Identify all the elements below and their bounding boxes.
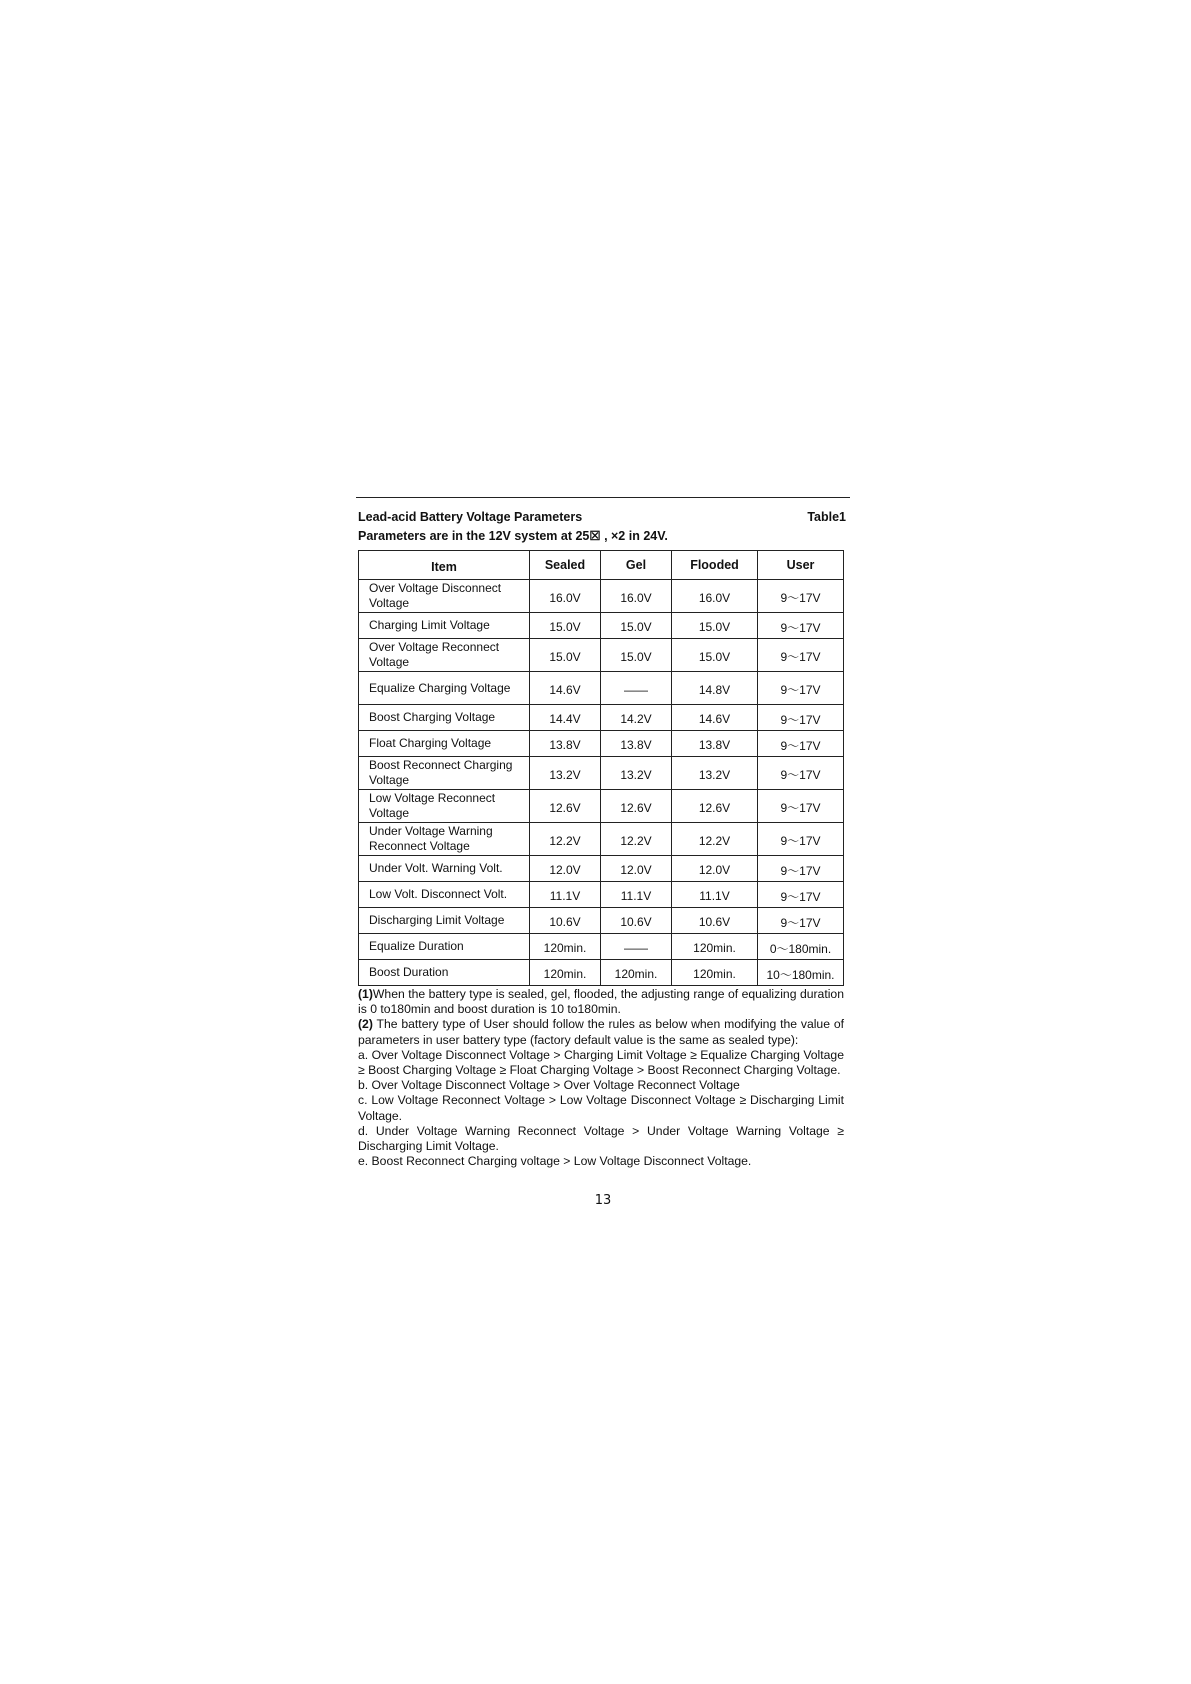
row-sealed-cell: 13.8V	[530, 731, 601, 757]
row-flooded-cell: 12.6V	[672, 790, 758, 823]
row-gel-cell: 13.8V	[601, 731, 672, 757]
row-item-cell: Equalize Charging Voltage	[359, 672, 530, 705]
row-item-cell: Under Voltage Warning Reconnect Voltage	[359, 823, 530, 856]
row-user-cell: 9〜17V	[758, 705, 844, 731]
row-sealed-cell: 120min.	[530, 934, 601, 960]
row-gel-cell: 14.2V	[601, 705, 672, 731]
table-body	[359, 580, 844, 986]
note-1-number: (1)	[358, 987, 373, 1001]
table-row	[359, 731, 844, 757]
row-item-cell: Float Charging Voltage	[359, 731, 530, 757]
row-user-cell: 9〜17V	[758, 790, 844, 823]
row-sealed-cell: 10.6V	[530, 908, 601, 934]
table-row	[359, 580, 844, 613]
row-item-cell: Over Voltage Disconnect Voltage	[359, 580, 530, 613]
rule-d: d. Under Voltage Warning Reconnect Voltage > Under Voltage Warning Voltage ≥ Discharging Limit Voltage.	[358, 1123, 844, 1154]
row-user-cell: 0〜180min.	[758, 934, 844, 960]
row-user-cell: 9〜17V	[758, 882, 844, 908]
voltage-parameters-table	[358, 550, 844, 986]
row-flooded-cell: 15.0V	[672, 613, 758, 639]
row-user-cell: 9〜17V	[758, 823, 844, 856]
row-gel-cell: 15.0V	[601, 613, 672, 639]
row-flooded-cell: 14.8V	[672, 672, 758, 705]
row-sealed-cell: 13.2V	[530, 757, 601, 790]
row-sealed-cell: 120min.	[530, 960, 601, 986]
row-gel-cell: ——	[601, 672, 672, 705]
page-number: 13	[594, 1193, 612, 1208]
row-gel-cell: 15.0V	[601, 639, 672, 672]
document-page	[356, 497, 850, 1208]
row-item-cell: Discharging Limit Voltage	[359, 908, 530, 934]
column-header-item: Item	[359, 551, 530, 580]
row-sealed-cell: 12.2V	[530, 823, 601, 856]
column-header-gel: Gel	[601, 551, 672, 580]
row-user-cell: 9〜17V	[758, 639, 844, 672]
row-item-cell: Equalize Duration	[359, 934, 530, 960]
row-user-cell: 9〜17V	[758, 672, 844, 705]
table-row	[359, 856, 844, 882]
table-label: Table1	[807, 510, 846, 524]
row-flooded-cell: 14.6V	[672, 705, 758, 731]
table-title-row	[356, 508, 850, 526]
rule-a: a. Over Voltage Disconnect Voltage > Charging Limit Voltage ≥ Equalize Charging Voltage ≥ Boost Charging Voltage ≥ Float Charging Voltage > Boost Reconnect Charging Voltage.	[358, 1047, 844, 1078]
row-item-cell: Boost Duration	[359, 960, 530, 986]
table-row	[359, 757, 844, 790]
row-flooded-cell: 15.0V	[672, 639, 758, 672]
row-item-cell: Low Voltage Reconnect Voltage	[359, 790, 530, 823]
row-sealed-cell: 15.0V	[530, 613, 601, 639]
table-header-row	[359, 551, 844, 580]
row-user-cell: 9〜17V	[758, 731, 844, 757]
row-sealed-cell: 12.6V	[530, 790, 601, 823]
row-flooded-cell: 10.6V	[672, 908, 758, 934]
table-row	[359, 613, 844, 639]
row-sealed-cell: 12.0V	[530, 856, 601, 882]
table-row	[359, 672, 844, 705]
note-2-text: The battery type of User should follow the rules as below when modifying the value of parameters in user battery type (factory default value is the same as sealed type):	[358, 1017, 844, 1047]
top-rule-divider	[356, 497, 850, 498]
note-2-number: (2)	[358, 1017, 373, 1032]
column-header-sealed: Sealed	[530, 551, 601, 580]
row-item-cell: Over Voltage Reconnect Voltage	[359, 639, 530, 672]
row-gel-cell: 11.1V	[601, 882, 672, 908]
row-flooded-cell: 13.8V	[672, 731, 758, 757]
row-gel-cell: 13.2V	[601, 757, 672, 790]
notes-section	[356, 987, 844, 1169]
row-gel-cell: 12.0V	[601, 856, 672, 882]
note-2	[358, 1017, 844, 1047]
row-gel-cell: 16.0V	[601, 580, 672, 613]
row-item-cell: Under Volt. Warning Volt.	[359, 856, 530, 882]
table-title: Lead-acid Battery Voltage Parameters	[358, 510, 583, 524]
row-flooded-cell: 12.0V	[672, 856, 758, 882]
table-row	[359, 823, 844, 856]
note-1	[358, 987, 844, 1017]
table-row	[359, 908, 844, 934]
row-user-cell: 9〜17V	[758, 613, 844, 639]
row-gel-cell: 12.6V	[601, 790, 672, 823]
row-flooded-cell: 16.0V	[672, 580, 758, 613]
row-user-cell: 10〜180min.	[758, 960, 844, 986]
row-flooded-cell: 120min.	[672, 960, 758, 986]
row-user-cell: 9〜17V	[758, 580, 844, 613]
row-sealed-cell: 14.6V	[530, 672, 601, 705]
table-row	[359, 960, 844, 986]
rule-e: e. Boost Reconnect Charging voltage > Low Voltage Disconnect Voltage.	[358, 1154, 752, 1169]
note-1-text: When the battery type is sealed, gel, flooded, the adjusting range of equalizing duration is 0 to180min and boost duration is 10 to180min.	[358, 987, 844, 1017]
row-user-cell: 9〜17V	[758, 856, 844, 882]
table-row	[359, 639, 844, 672]
row-gel-cell: 120min.	[601, 960, 672, 986]
row-user-cell: 9〜17V	[758, 908, 844, 934]
table-subtitle: Parameters are in the 12V system at 25☒ , ×2 in 24V.	[358, 529, 668, 543]
table-row	[359, 790, 844, 823]
row-item-cell: Charging Limit Voltage	[359, 613, 530, 639]
row-flooded-cell: 11.1V	[672, 882, 758, 908]
row-sealed-cell: 16.0V	[530, 580, 601, 613]
row-item-cell: Boost Reconnect Charging Voltage	[359, 757, 530, 790]
row-sealed-cell: 15.0V	[530, 639, 601, 672]
row-flooded-cell: 120min.	[672, 934, 758, 960]
rule-b: b. Over Voltage Disconnect Voltage > Over Voltage Reconnect Voltage	[358, 1078, 740, 1093]
row-flooded-cell: 12.2V	[672, 823, 758, 856]
table-row	[359, 705, 844, 731]
row-item-cell: Low Volt. Disconnect Volt.	[359, 882, 530, 908]
row-sealed-cell: 11.1V	[530, 882, 601, 908]
row-flooded-cell: 13.2V	[672, 757, 758, 790]
column-header-user: User	[758, 551, 844, 580]
row-gel-cell: ——	[601, 934, 672, 960]
column-header-flooded: Flooded	[672, 551, 758, 580]
table-row	[359, 934, 844, 960]
rule-c: c. Low Voltage Reconnect Voltage > Low Voltage Disconnect Voltage ≥ Discharging Limit Voltage.	[358, 1093, 844, 1123]
table-row	[359, 882, 844, 908]
row-sealed-cell: 14.4V	[530, 705, 601, 731]
row-gel-cell: 10.6V	[601, 908, 672, 934]
row-gel-cell: 12.2V	[601, 823, 672, 856]
row-item-cell: Boost Charging Voltage	[359, 705, 530, 731]
row-user-cell: 9〜17V	[758, 757, 844, 790]
